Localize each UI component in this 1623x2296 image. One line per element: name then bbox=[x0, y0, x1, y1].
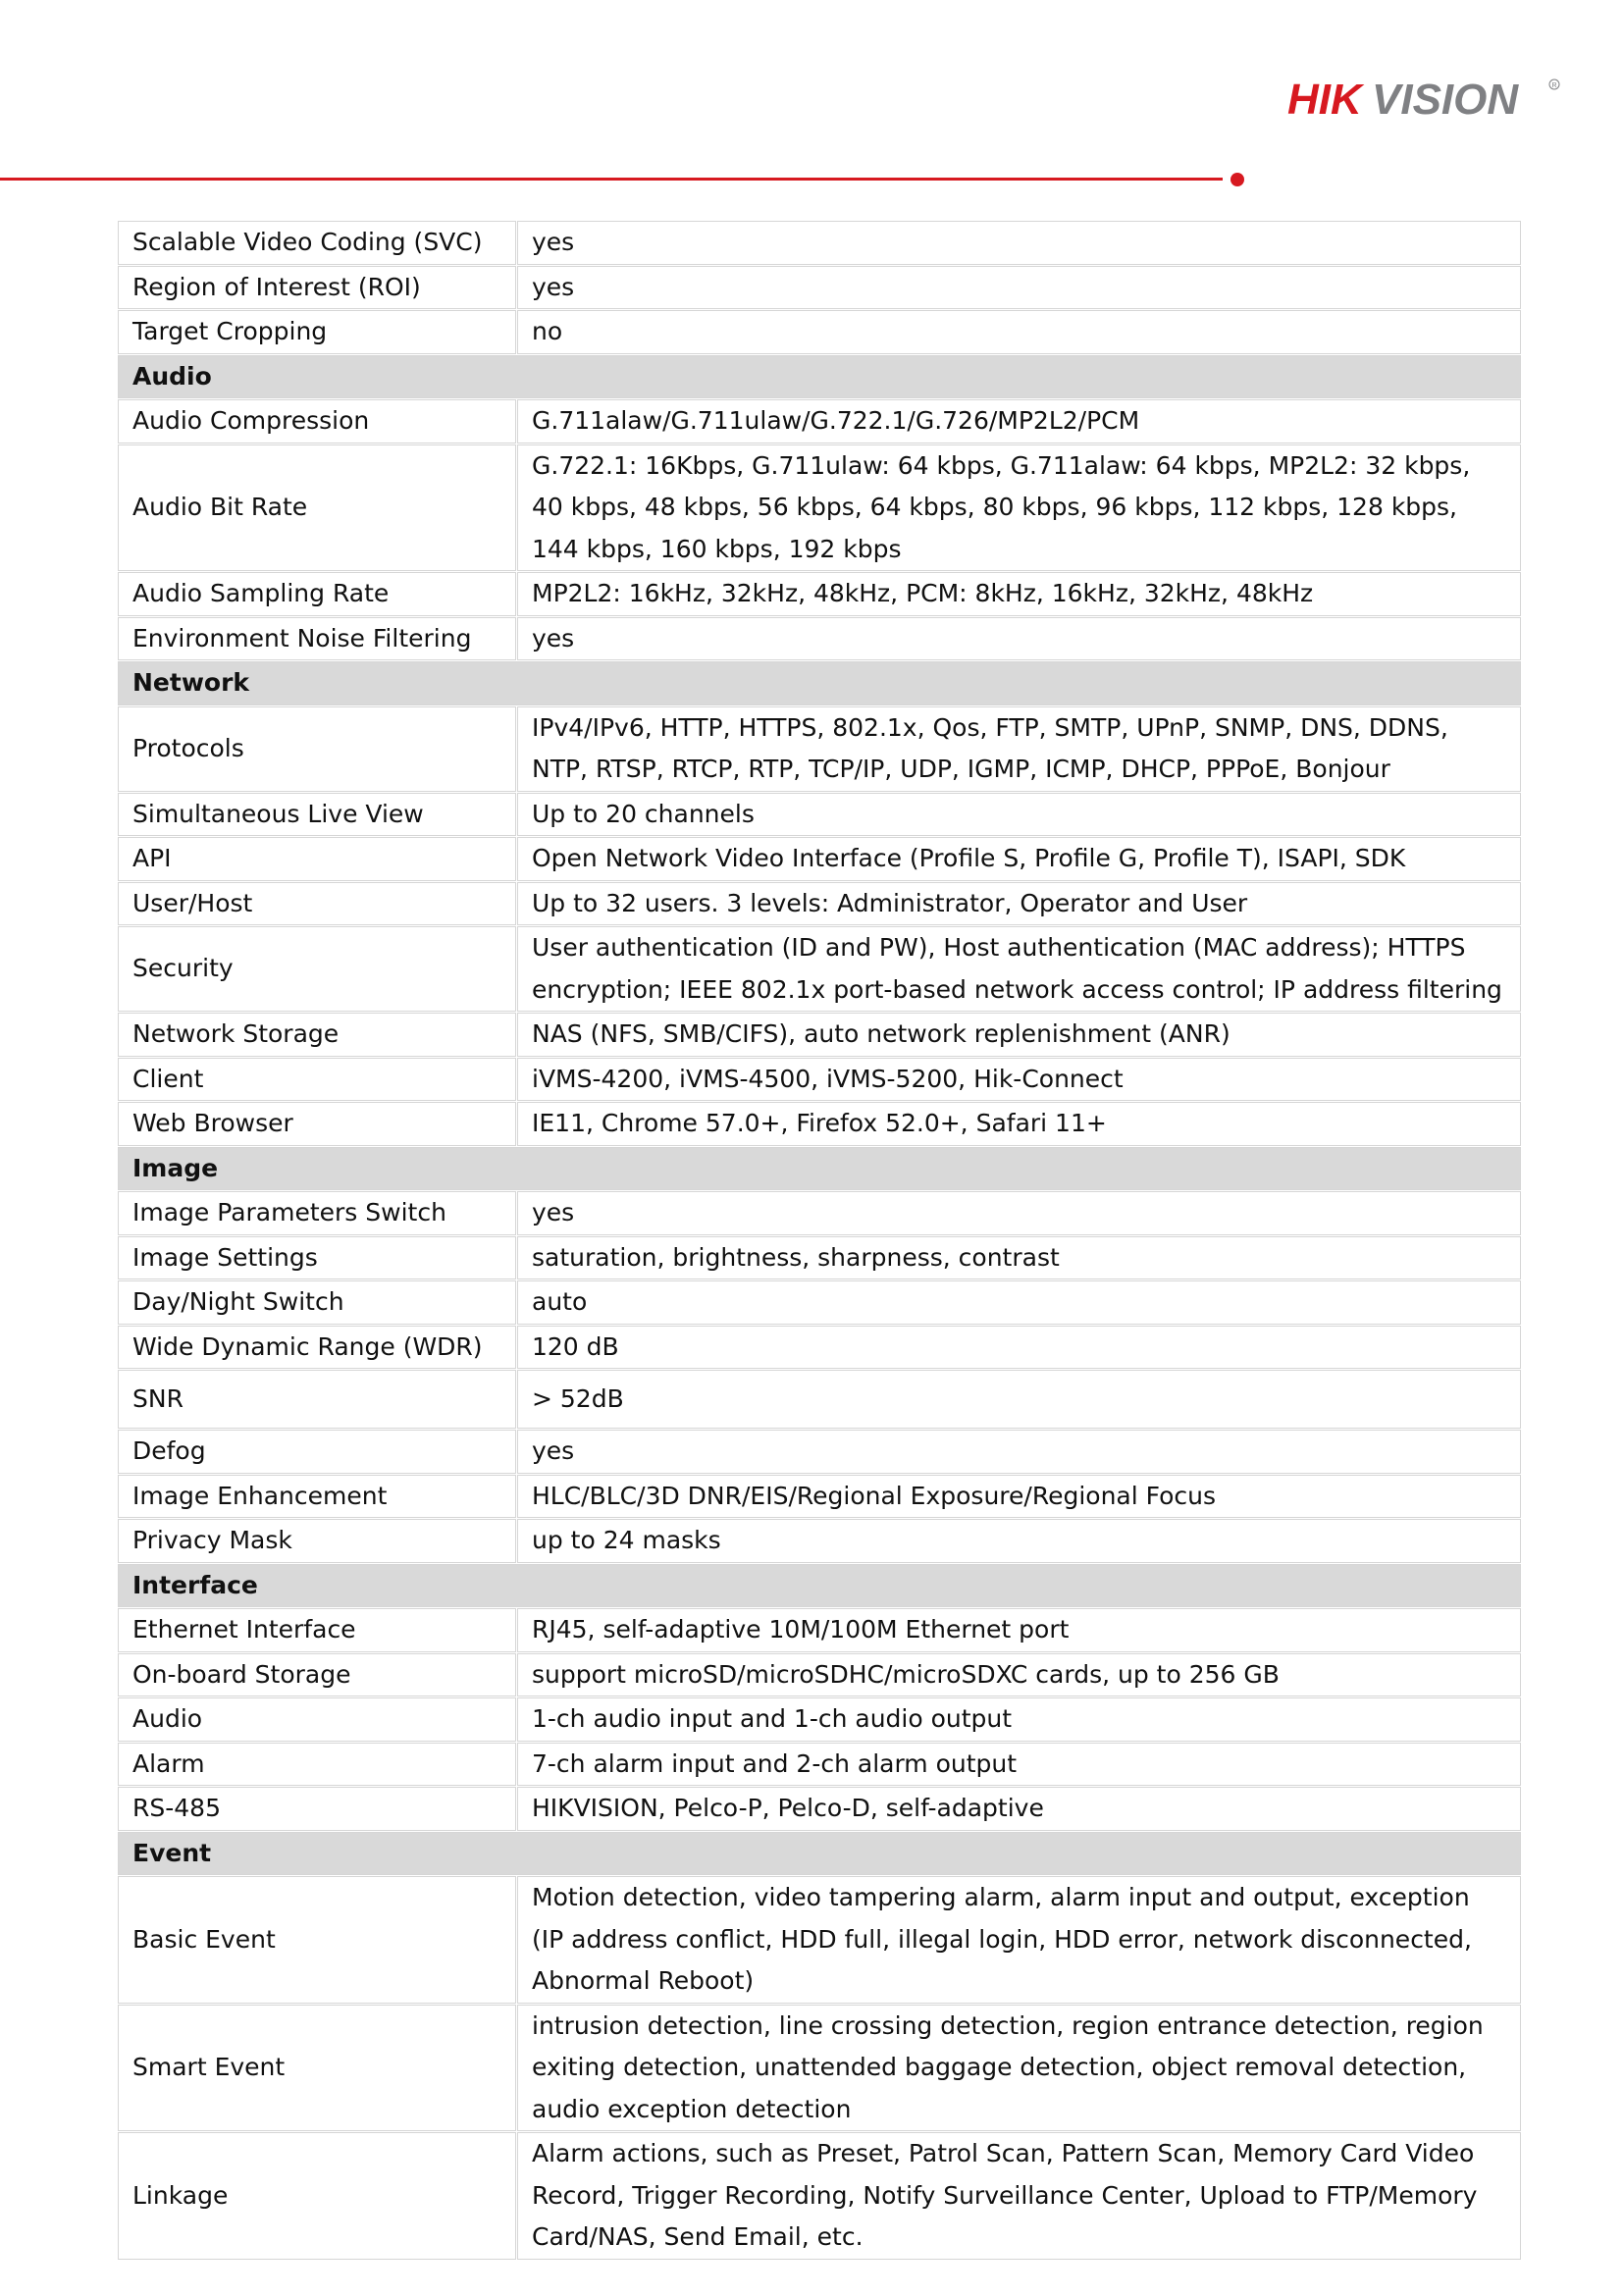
svg-text:R: R bbox=[1551, 82, 1557, 89]
spec-row bbox=[119, 1103, 1520, 1145]
spec-key: API bbox=[119, 838, 515, 880]
spec-value: 7-ch alarm input and 2-ch alarm output bbox=[518, 1744, 1520, 1786]
spec-value: IPv4/IPv6, HTTP, HTTPS, 802.1x, Qos, FTP, SMTP, UPnP, SNMP, DNS, DDNS, NTP, RTSP, RTCP, RTP, TCP/IP, UDP, IGMP, ICMP, DHCP, PPPoE, Bonjour bbox=[518, 707, 1520, 791]
spec-key: Image Parameters Switch bbox=[119, 1192, 515, 1234]
spec-value: no bbox=[518, 311, 1520, 353]
spec-key: Simultaneous Live View bbox=[119, 794, 515, 836]
hikvision-logo bbox=[1287, 71, 1562, 130]
spec-value: User authentication (ID and PW), Host authentication (MAC address); HTTPS encryption; IEEE 802.1x port-based network access control; IP address filtering bbox=[518, 927, 1520, 1011]
spec-key: Wide Dynamic Range (WDR) bbox=[119, 1327, 515, 1369]
spec-key: Ethernet Interface bbox=[119, 1609, 515, 1651]
spec-row bbox=[119, 794, 1520, 836]
spec-row bbox=[119, 267, 1520, 309]
spec-value: saturation, brightness, sharpness, contrast bbox=[518, 1237, 1520, 1279]
spec-row bbox=[119, 838, 1520, 880]
spec-key: User/Host bbox=[119, 883, 515, 925]
spec-row bbox=[119, 1520, 1520, 1562]
spec-row bbox=[119, 1744, 1520, 1786]
spec-row bbox=[119, 573, 1520, 615]
spec-row bbox=[119, 1877, 1520, 2003]
spec-row bbox=[119, 927, 1520, 1011]
spec-key: Audio Compression bbox=[119, 400, 515, 443]
spec-value: yes bbox=[518, 267, 1520, 309]
spec-key: Day/Night Switch bbox=[119, 1281, 515, 1324]
spec-value: auto bbox=[518, 1281, 1520, 1324]
spec-row bbox=[119, 1788, 1520, 1830]
spec-row bbox=[119, 707, 1520, 791]
spec-row bbox=[119, 1476, 1520, 1518]
spec-key: Alarm bbox=[119, 1744, 515, 1786]
spec-key: On-board Storage bbox=[119, 1654, 515, 1696]
spec-value: intrusion detection, line crossing detection, region entrance detection, region exiting detection, unattended baggage detection, object removal detection, audio exception detection bbox=[518, 2006, 1520, 2131]
spec-row bbox=[119, 883, 1520, 925]
spec-value: HLC/BLC/3D DNR/EIS/Regional Exposure/Regional Focus bbox=[518, 1476, 1520, 1518]
spec-row bbox=[119, 1281, 1520, 1324]
section-title: Audio bbox=[119, 356, 1520, 398]
section-title: Image bbox=[119, 1148, 1520, 1190]
spec-key: RS-485 bbox=[119, 1788, 515, 1830]
spec-key: Web Browser bbox=[119, 1103, 515, 1145]
spec-key: SNR bbox=[119, 1371, 515, 1428]
spec-value: support microSD/microSDHC/microSDXC cards, up to 256 GB bbox=[518, 1654, 1520, 1696]
section-title: Network bbox=[119, 662, 1520, 704]
spec-key: Region of Interest (ROI) bbox=[119, 267, 515, 309]
spec-value: Motion detection, video tampering alarm, alarm input and output, exception (IP address conflict, HDD full, illegal login, HDD error, network disconnected, Abnormal Reboot) bbox=[518, 1877, 1520, 2003]
spec-row bbox=[119, 1431, 1520, 1473]
spec-value: Open Network Video Interface (Profile S, Profile G, Profile T), ISAPI, SDK bbox=[518, 838, 1520, 880]
spec-key: Audio bbox=[119, 1698, 515, 1741]
section-row bbox=[119, 1148, 1520, 1190]
section-title: Interface bbox=[119, 1565, 1520, 1607]
spec-value: 1-ch audio input and 1-ch audio output bbox=[518, 1698, 1520, 1741]
spec-value: iVMS-4200, iVMS-4500, iVMS-5200, Hik-Connect bbox=[518, 1059, 1520, 1101]
spec-value: G.722.1: 16Kbps, G.711ulaw: 64 kbps, G.711alaw: 64 kbps, MP2L2: 32 kbps, 40 kbps, 48 kbps, 56 kbps, 64 kbps, 80 kbps, 96 kbps, 112 kbps, 128 kbps, 144 kbps, 160 kbps, 192 kbps bbox=[518, 445, 1520, 571]
spec-value: > 52dB bbox=[518, 1371, 1520, 1428]
spec-key: Basic Event bbox=[119, 1877, 515, 2003]
section-row bbox=[119, 356, 1520, 398]
spec-row bbox=[119, 222, 1520, 264]
spec-row bbox=[119, 1059, 1520, 1101]
spec-value: HIKVISION, Pelco-P, Pelco-D, self-adaptive bbox=[518, 1788, 1520, 1830]
spec-value: Up to 32 users. 3 levels: Administrator, Operator and User bbox=[518, 883, 1520, 925]
spec-key: Smart Event bbox=[119, 2006, 515, 2131]
spec-row bbox=[119, 1654, 1520, 1696]
spec-row bbox=[119, 1698, 1520, 1741]
header-rule-dot bbox=[1230, 173, 1244, 186]
spec-row bbox=[119, 445, 1520, 571]
spec-value: NAS (NFS, SMB/CIFS), auto network replenishment (ANR) bbox=[518, 1014, 1520, 1056]
spec-value: G.711alaw/G.711ulaw/G.722.1/G.726/MP2L2/PCM bbox=[518, 400, 1520, 443]
spec-row bbox=[119, 1609, 1520, 1651]
spec-row bbox=[119, 1237, 1520, 1279]
spec-key: Network Storage bbox=[119, 1014, 515, 1056]
spec-key: Environment Noise Filtering bbox=[119, 618, 515, 660]
spec-row bbox=[119, 400, 1520, 443]
svg-text:VISION: VISION bbox=[1372, 76, 1519, 124]
spec-key: Protocols bbox=[119, 707, 515, 791]
spec-key: Image Settings bbox=[119, 1237, 515, 1279]
spec-row bbox=[119, 2133, 1520, 2259]
spec-value: MP2L2: 16kHz, 32kHz, 48kHz, PCM: 8kHz, 16kHz, 32kHz, 48kHz bbox=[518, 573, 1520, 615]
spec-value: yes bbox=[518, 1431, 1520, 1473]
spec-value: yes bbox=[518, 1192, 1520, 1234]
section-row bbox=[119, 1565, 1520, 1607]
specification-table bbox=[116, 219, 1523, 2262]
spec-value: RJ45, self-adaptive 10M/100M Ethernet port bbox=[518, 1609, 1520, 1651]
section-row bbox=[119, 662, 1520, 704]
spec-key: Client bbox=[119, 1059, 515, 1101]
spec-key: Audio Sampling Rate bbox=[119, 573, 515, 615]
spec-value: IE11, Chrome 57.0+, Firefox 52.0+, Safari 11+ bbox=[518, 1103, 1520, 1145]
spec-key: Defog bbox=[119, 1431, 515, 1473]
spec-row bbox=[119, 2006, 1520, 2131]
spec-row bbox=[119, 618, 1520, 660]
spec-value: yes bbox=[518, 222, 1520, 264]
section-title: Event bbox=[119, 1833, 1520, 1875]
spec-value: 120 dB bbox=[518, 1327, 1520, 1369]
spec-key: Privacy Mask bbox=[119, 1520, 515, 1562]
spec-key: Target Cropping bbox=[119, 311, 515, 353]
header-rule bbox=[0, 178, 1223, 181]
spec-row bbox=[119, 1371, 1520, 1428]
spec-key: Scalable Video Coding (SVC) bbox=[119, 222, 515, 264]
spec-value: Alarm actions, such as Preset, Patrol Scan, Pattern Scan, Memory Card Video Record, Trigger Recording, Notify Surveillance Center, Upload to FTP/Memory Card/NAS, Send Email, etc. bbox=[518, 2133, 1520, 2259]
section-row bbox=[119, 1833, 1520, 1875]
svg-text:HIK: HIK bbox=[1287, 76, 1362, 124]
spec-key: Security bbox=[119, 927, 515, 1011]
spec-row bbox=[119, 1327, 1520, 1369]
spec-value: Up to 20 channels bbox=[518, 794, 1520, 836]
spec-value: yes bbox=[518, 618, 1520, 660]
spec-row bbox=[119, 1014, 1520, 1056]
spec-row bbox=[119, 1192, 1520, 1234]
spec-row bbox=[119, 311, 1520, 353]
spec-key: Linkage bbox=[119, 2133, 515, 2259]
spec-key: Audio Bit Rate bbox=[119, 445, 515, 571]
spec-value: up to 24 masks bbox=[518, 1520, 1520, 1562]
spec-key: Image Enhancement bbox=[119, 1476, 515, 1518]
